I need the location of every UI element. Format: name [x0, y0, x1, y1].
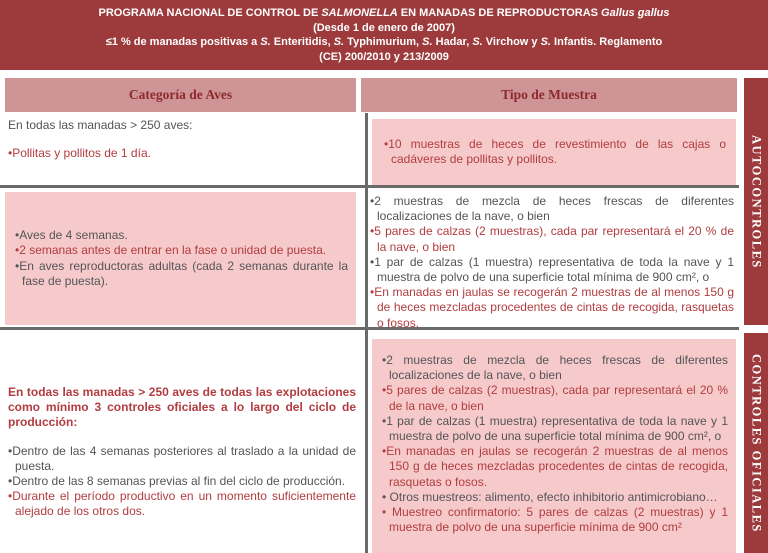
title-banner [0, 0, 768, 70]
cell-text-item: •2 muestras de mezcla de heces frescas de diferentes localizaciones de la nave, o bien [382, 353, 728, 383]
sidebar-autocontroles: AUTOCONTROLES [744, 78, 768, 325]
title-line-1-segments [98, 7, 669, 19]
title-segment: Typhimurium, [344, 36, 423, 48]
cell-text-item: •En manadas en jaulas se recogerán 2 muestras de al menos 150 g de heces mezcladas procedentes de cintas de recogida, rasquetas o fosos. [382, 444, 728, 489]
cell-text-item: En todas las manadas > 250 aves de todas las explotaciones como mínimo 3 controles oficiales a lo largo del ciclo de producción: [8, 385, 356, 430]
title-segment: Hadar, [432, 36, 473, 48]
title-segment: PROGRAMA NACIONAL DE CONTROL DE [98, 7, 322, 19]
column-header-categoria-de-aves: Categoría de Aves [5, 78, 356, 112]
title-italic-segment: S. [472, 36, 483, 48]
cell-row3-muestra [372, 339, 736, 553]
title-line-1 [0, 6, 768, 21]
title-line-3 [0, 35, 768, 50]
cell-row2-muestra [370, 194, 736, 331]
cell-text-item: •10 muestras de heces de revestimiento de las cajas o cadáveres de pollitas y pollitos. [384, 136, 726, 166]
title-segment: Virchow y [482, 36, 541, 48]
title-line-2: (Desde 1 de enero de 2007) [313, 21, 455, 34]
cell-text-item: •5 pares de calzas (2 muestras), cada par representará el 20 % de la nave, o bien [370, 224, 734, 254]
title-line-4: (CE) 200/2010 y 213/2009 [319, 50, 449, 63]
cell-row2-categoria [5, 192, 356, 325]
cell-text-item: •2 semanas antes de entrar en la fase o unidad de puesta. [15, 243, 327, 258]
title-italic-segment: S. [260, 36, 271, 48]
cell-text-item: •En manadas en jaulas se recogerán 2 muestras de al menos 150 g de heces mezcladas procedentes de cintas de recogida, rasquetas o fosos. [370, 285, 734, 330]
title-segment: Enteritidis, [270, 36, 334, 48]
cell-row3-categoria [8, 335, 356, 520]
sidebar-controles-oficiales: CONTROLES OFICIALES [744, 333, 768, 553]
cell-text-item: •En aves reproductoras adultas (cada 2 semanas durante la fase de puesta). [15, 258, 348, 288]
column-header-tipo-de-muestra: Tipo de Muestra [361, 78, 737, 112]
title-segment: ≤1 % de manadas positivas a [105, 36, 261, 48]
title-line-3-segments [106, 36, 663, 48]
cell-text-item: • Muestreo confirmatorio: 5 pares de calzas (2 muestras) y 1 muestra de polvo de una superficie mínima de 900 cm² [382, 505, 728, 535]
title-italic-segment: SALMONELLA [321, 7, 398, 19]
cell-text-item: •Dentro de las 4 semanas posteriores al traslado a la unidad de puesta. [8, 443, 356, 473]
cell-row1-muestra [372, 119, 736, 185]
cell-text-item: •Pollitas y pollitos de 1 día. [8, 146, 151, 161]
cell-text-item: •2 muestras de mezcla de heces frescas de diferentes localizaciones de la nave, o bien [370, 194, 734, 224]
title-italic-segment: S. [540, 36, 551, 48]
cell-text-item: • Otros muestreos: alimento, efecto inhibitorio antimicrobiano… [382, 489, 718, 504]
row-divider-line-1 [0, 185, 739, 188]
title-italic-segment: Gallus gallus [601, 7, 670, 19]
cell-text-item: •Dentro de las 8 semanas previas al fin del ciclo de producción. [8, 474, 346, 489]
cell-text-item: •5 pares de calzas (2 muestras), cada par representará el 20 % de la nave, o bien [382, 383, 728, 413]
title-segment: EN MANADAS DE REPRODUCTORAS [397, 7, 602, 19]
column-divider-line [365, 113, 368, 553]
cell-row1-categoria [8, 118, 354, 161]
cell-text-item: •Aves de 4 semanas. [15, 228, 128, 243]
title-segment: Infantis. Reglamento [551, 36, 663, 48]
title-italic-segment: S. [333, 36, 345, 48]
cell-text-item: •Durante el período productivo en un momento suficientemente alejado de los otros dos. [8, 489, 356, 519]
cell-text-item: •1 par de calzas (1 muestra) representativa de toda la nave y 1 muestra de polvo de una superficie total mínima de 900 cm², o [382, 413, 728, 444]
cell-text-item: •1 par de calzas (1 muestra) representativa de toda la nave y 1 muestra de polvo de una superficie total mínima de 900 cm², o [370, 254, 734, 285]
cell-text-item: En todas las manadas > 250 aves: [8, 118, 193, 132]
title-italic-segment: S. [422, 36, 433, 48]
